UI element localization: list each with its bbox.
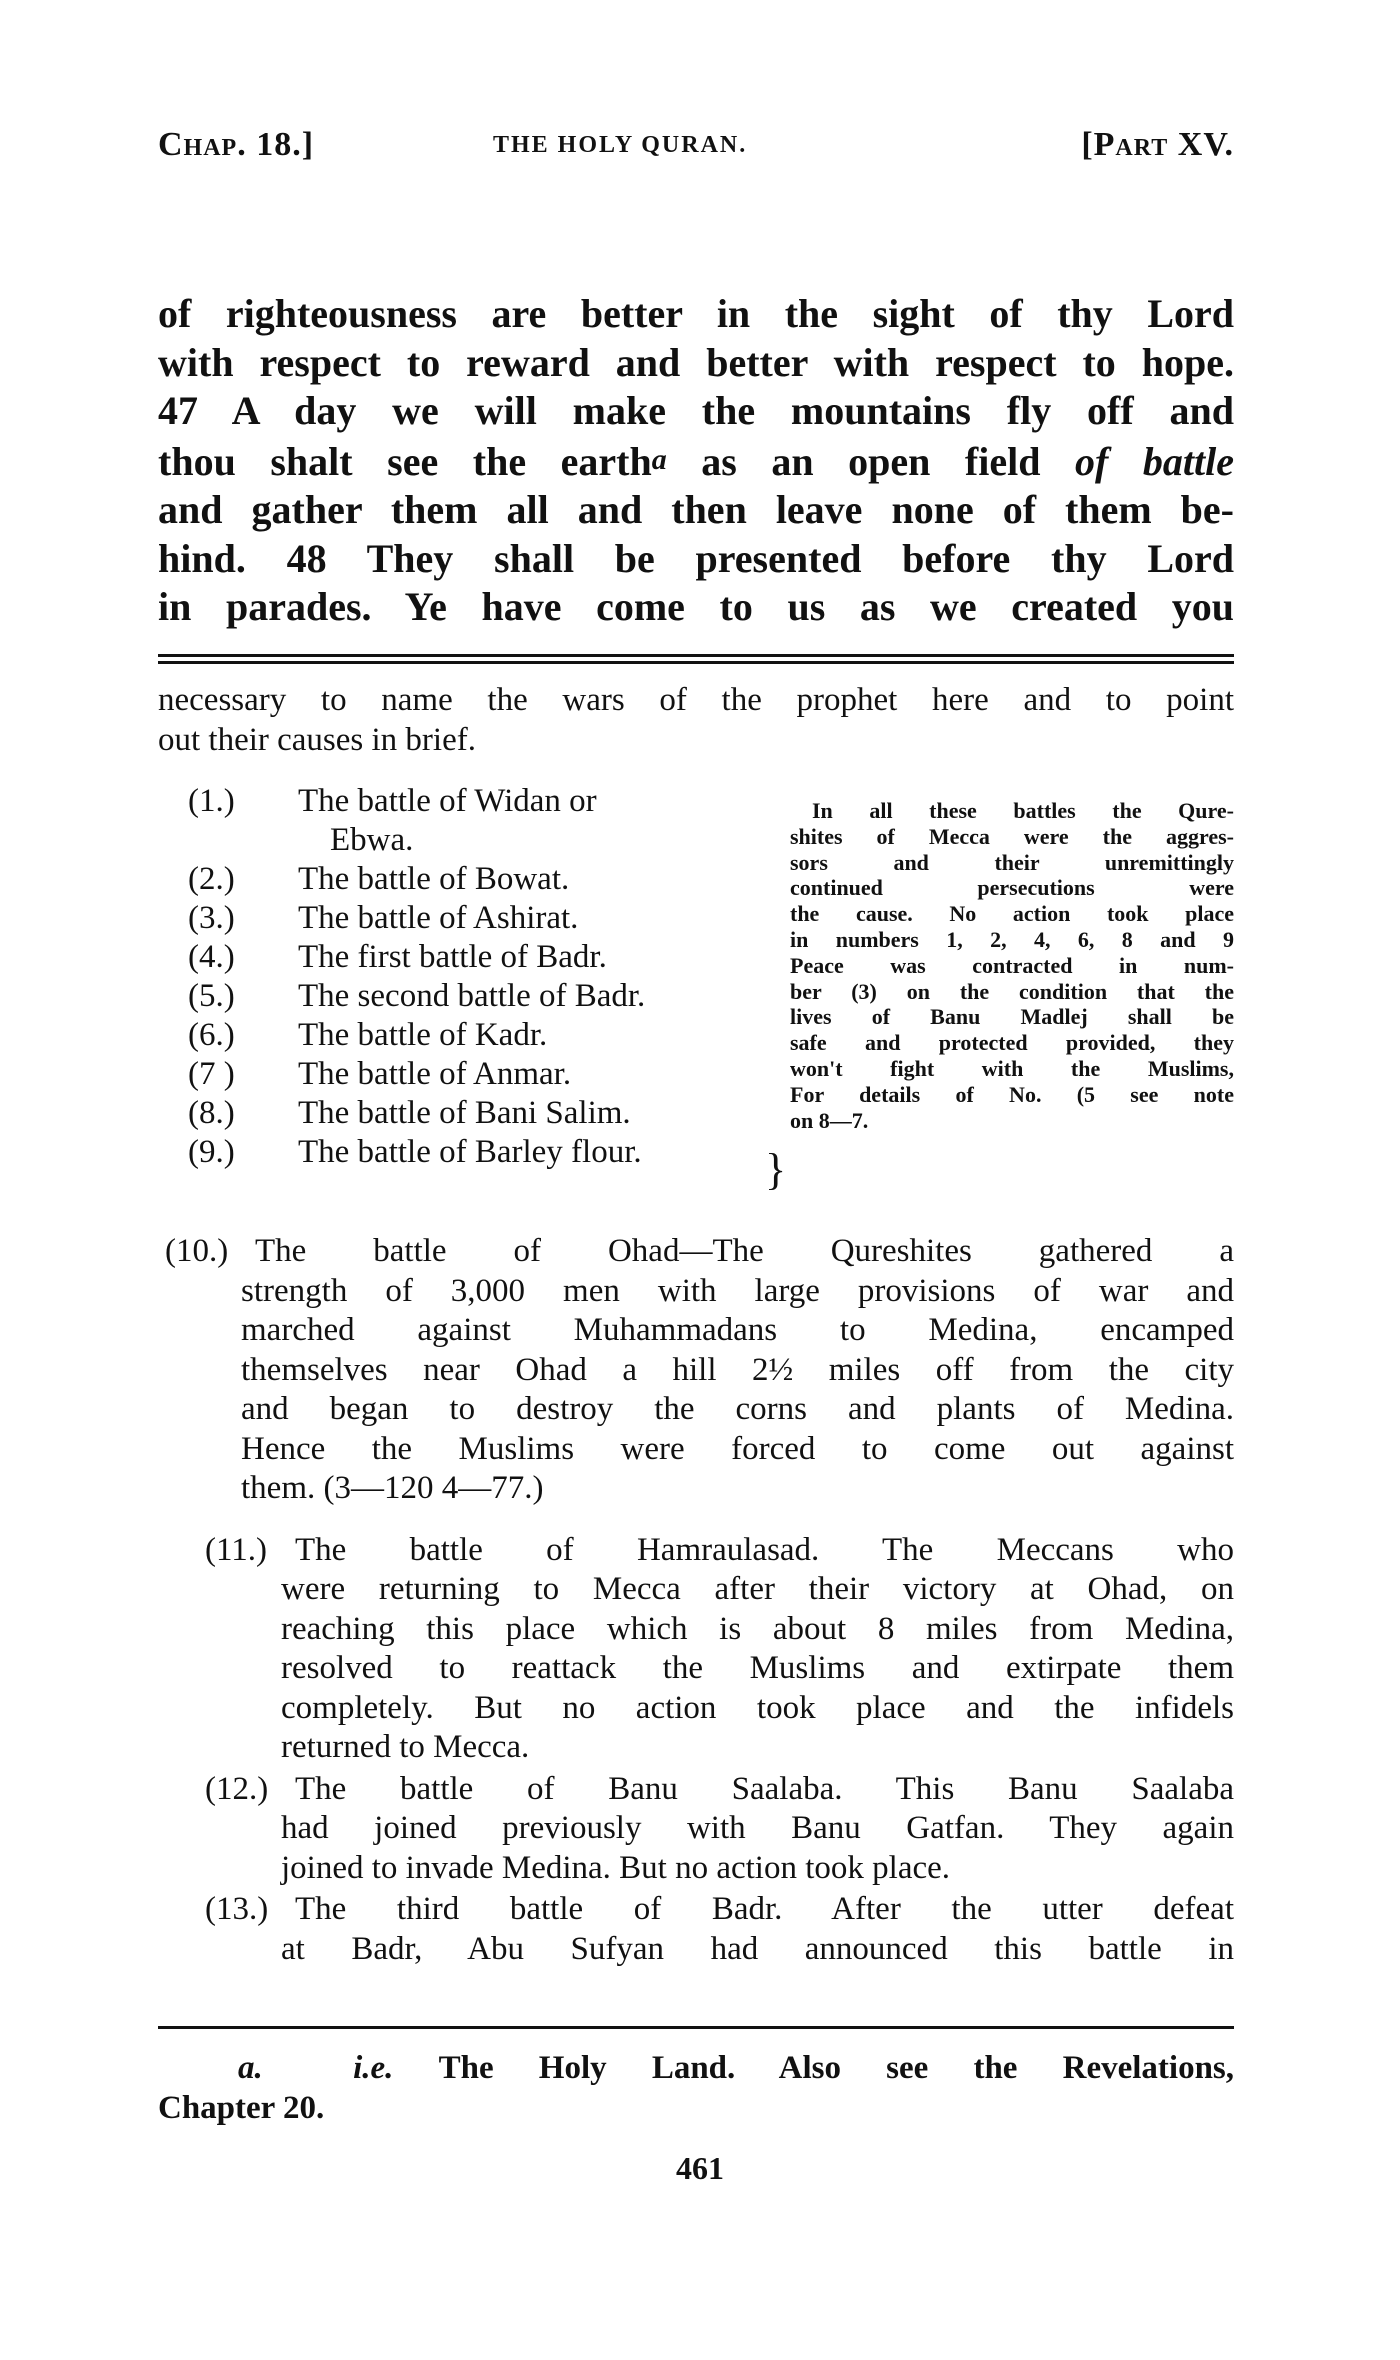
battle-name: Ebwa. (330, 822, 414, 858)
battle-number: (2.) (188, 861, 235, 897)
battle-list-item (188, 1055, 768, 1094)
footnote-reference[interactable]: a (651, 442, 667, 476)
battle-list-item (188, 977, 768, 1016)
battle-list-item (188, 782, 768, 860)
battle-list-item (188, 1133, 768, 1172)
footnote-line (158, 2048, 1234, 2088)
battle-list-item (188, 938, 768, 977)
italic-insertion: of battle (1075, 438, 1234, 484)
verse-line: hind. 48 They shall be presented before thy Lord (158, 535, 1234, 581)
entry-line: returned to Mecca. (281, 1729, 530, 1765)
commentary-line: out their causes in brief. (158, 722, 476, 758)
verse-line: and gather them all and then leave none of them be- (158, 487, 1234, 532)
side-note-line: sors and their unremittingly (790, 849, 1234, 875)
footnote-marker: a. (238, 2050, 263, 2086)
running-header (158, 126, 1234, 176)
battle-name: The first battle of Badr. (298, 939, 607, 975)
entry-line: Hence the Muslims were forced to come out against (241, 1430, 1234, 1467)
side-note-line: For details of No. (5 see note (790, 1081, 1234, 1107)
entry-line: and began to destroy the corns and plants of Medina. (241, 1391, 1234, 1427)
battle-entry (175, 1770, 1234, 1889)
verse-line: with respect to reward and better with respect to hope. (158, 339, 1234, 385)
battle-number: (9.) (188, 1134, 235, 1170)
side-note-line: on 8—7. (790, 1107, 869, 1133)
verse-text (158, 290, 1234, 632)
footnote-abbrev: i.e. (353, 2050, 394, 2086)
side-note-line: shites of Mecca were the aggres- (790, 823, 1234, 849)
part-label: [Part XV. (1081, 126, 1234, 163)
chapter-label: Chap. 18.] (158, 126, 315, 163)
battle-list (188, 782, 768, 1172)
side-note-line: Peace was contracted in num- (790, 952, 1234, 978)
battle-entries (165, 1232, 1234, 1971)
battle-name: The battle of Kadr. (298, 1017, 548, 1053)
entry-line: completely. But no action took place and the infidels (281, 1689, 1234, 1726)
battle-entry (175, 1890, 1234, 1969)
battle-list-item (188, 1094, 768, 1133)
battle-name: The battle of Barley flour. (298, 1134, 642, 1170)
entry-number: (11.) (205, 1531, 268, 1568)
battle-name: The battle of Ashirat. (298, 900, 579, 936)
side-note (790, 798, 1234, 1133)
entry-line: themselves near Ohad a hill 2½ miles off from the city (241, 1351, 1234, 1388)
entry-number: (10.) (165, 1233, 229, 1269)
battle-number: (7 ) (188, 1056, 235, 1092)
battle-entry (175, 1531, 1234, 1768)
battle-name: The battle of Bani Salim. (298, 1095, 631, 1131)
entry-line: were returning to Mecca after their victory at Ohad, on (281, 1571, 1234, 1607)
footnote-line: Chapter 20. (158, 2090, 325, 2126)
commentary-line: necessary to name the wars of the prophet here and to point (158, 682, 1234, 718)
side-note-line: safe and protected provided, they (790, 1030, 1234, 1056)
battle-number: (6.) (188, 1017, 235, 1053)
battle-entry (165, 1232, 1234, 1509)
commentary-intro (158, 680, 1234, 760)
side-note-line: In all these battles the Qure- (812, 798, 1234, 823)
battle-number: (8.) (188, 1095, 235, 1131)
entry-line: reaching this place which is about 8 miles from Medina, (281, 1610, 1234, 1647)
battle-number: (3.) (188, 900, 235, 936)
verse-line: of righteousness are better in the sight of thy Lord (158, 291, 1234, 336)
battle-name: The battle of Bowat. (298, 861, 570, 897)
battle-number: (4.) (188, 939, 235, 975)
side-note-line: won't fight with the Muslims, (790, 1055, 1234, 1081)
entry-number: (13.) (205, 1891, 269, 1927)
verse-text-segment: as an open field (666, 438, 1076, 484)
footnote (158, 2048, 1234, 2128)
entry-line: The battle of Ohad—The Qureshites gathered a (255, 1233, 1234, 1269)
entry-line: strength of 3,000 men with large provisions of war and (241, 1272, 1234, 1309)
entry-line: marched against Muhammadans to Medina, encamped (241, 1312, 1234, 1348)
entry-line: The battle of Banu Saalaba. This Banu Saalaba (295, 1770, 1234, 1807)
battle-name: The battle of Widan or (298, 783, 597, 819)
entry-line: had joined previously with Banu Gatfan. They again (281, 1810, 1234, 1846)
side-note-line: ber (3) on the condition that the (790, 978, 1234, 1004)
footnote-text: The Holy Land. Also see the Revelations, (438, 2050, 1235, 2086)
footnote-rule (158, 2026, 1234, 2029)
entry-line: The battle of Hamraulasad. The Meccans who (295, 1531, 1234, 1568)
side-note-line: lives of Banu Madlej shall be (790, 1004, 1234, 1030)
entry-number: (12.) (205, 1770, 269, 1807)
verse-line (158, 436, 1234, 487)
verse-line: in parades. Ye have come to us as we created you (158, 584, 1234, 629)
entry-line: them. (3—120 4—77.) (241, 1470, 544, 1506)
side-note-line: in numbers 1, 2, 4, 6, 8 and 9 (790, 926, 1234, 952)
battle-list-item (188, 860, 768, 899)
double-rule-divider (158, 654, 1234, 664)
entry-line: resolved to reattack the Muslims and extirpate them (281, 1650, 1234, 1686)
side-note-line: continued persecutions were (790, 875, 1234, 901)
battle-list-item (188, 1016, 768, 1055)
verse-text-segment: thou shalt see the earth (158, 438, 652, 484)
entry-line: at Badr, Abu Sufyan had announced this battle in (281, 1930, 1234, 1967)
battle-number: (5.) (188, 978, 235, 1014)
battle-name: The second battle of Badr. (298, 978, 646, 1014)
entry-line: The third battle of Badr. After the utter defeat (295, 1891, 1234, 1927)
entry-line: joined to invade Medina. But no action took place. (281, 1849, 951, 1886)
brace-symbol: } (765, 1145, 787, 1194)
battle-name: The battle of Anmar. (298, 1056, 572, 1092)
verse-line: 47 A day we will make the mountains fly off and (158, 388, 1234, 433)
side-note-line: the cause. No action took place (790, 901, 1234, 927)
book-title: THE HOLY QURAN. (493, 132, 748, 158)
page-number: 461 (676, 2150, 724, 2186)
battle-list-item (188, 899, 768, 938)
battle-number: (1.) (188, 783, 235, 819)
